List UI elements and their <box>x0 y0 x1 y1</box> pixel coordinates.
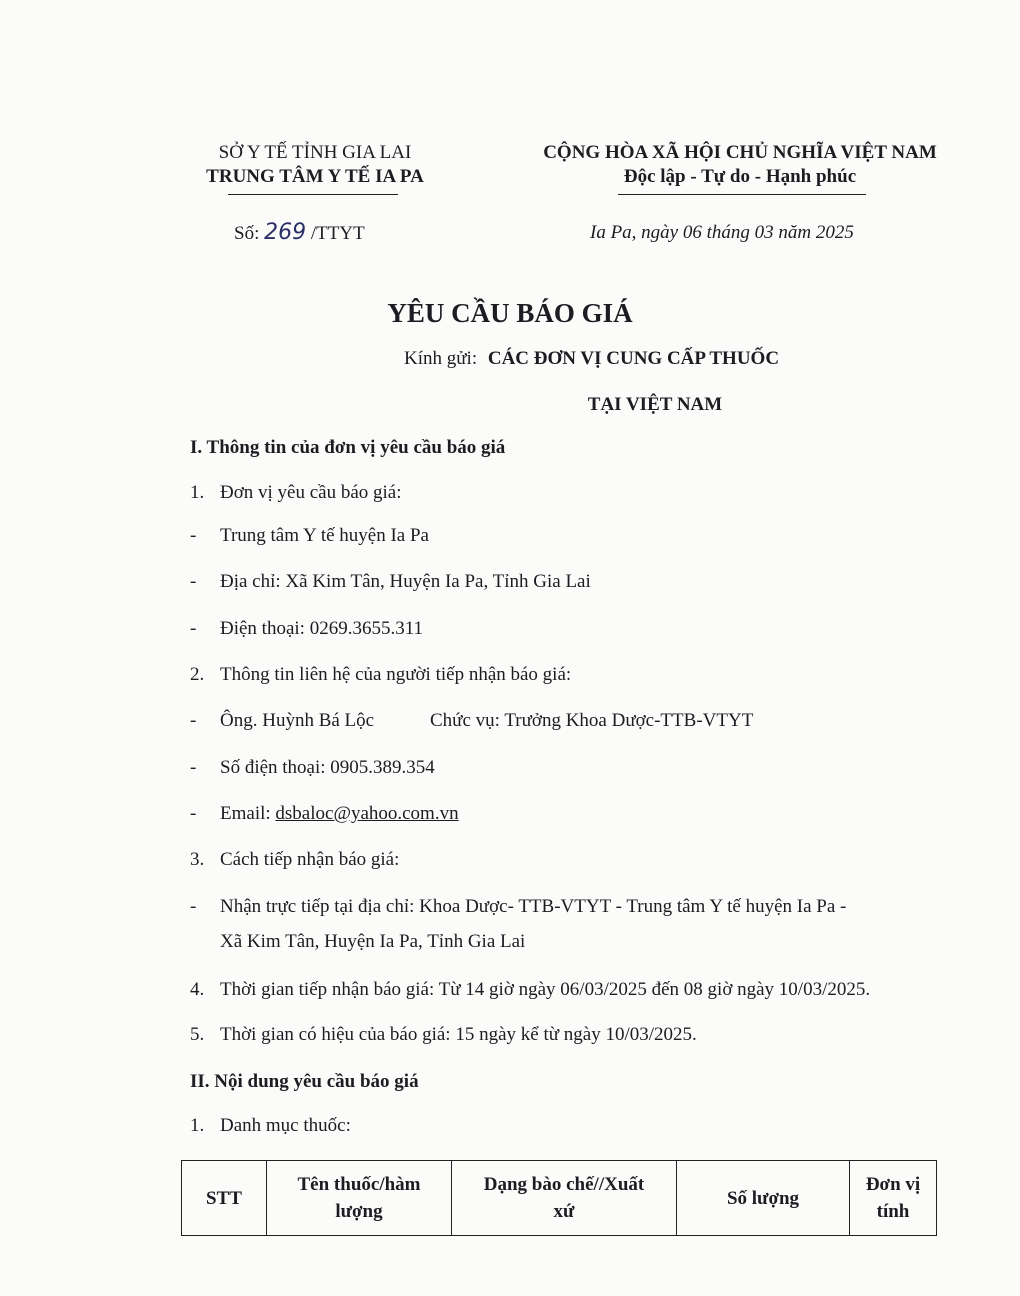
section-1-heading: I. Thông tin của đơn vị yêu cầu báo giá <box>190 437 506 458</box>
drug-list-label: Danh mục thuốc: <box>220 1115 351 1136</box>
header-dosage-form <box>452 1161 677 1236</box>
section-2-heading: II. Nội dung yêu cầu báo giá <box>190 1071 419 1092</box>
document-number <box>234 220 365 245</box>
header-drug-name-l1: Tên thuốc/hàm <box>297 1174 421 1195</box>
national-title: CỘNG HÒA XÃ HỘI CHỦ NGHĨA VIỆT NAM <box>543 142 937 163</box>
doc-number-prefix: Số: <box>234 223 260 244</box>
drug-table <box>181 1160 937 1236</box>
dash: - <box>190 803 197 824</box>
marker-2: 2. <box>190 664 205 685</box>
marker-5: 5. <box>190 1024 205 1045</box>
header-dosage-form-l1: Dạng bào chế//Xuất <box>483 1174 645 1195</box>
national-motto: Độc lập - Tự do - Hạnh phúc <box>623 166 857 187</box>
header-drug-name-l2: lượng <box>335 1201 383 1222</box>
dash: - <box>190 571 197 592</box>
marker-3: 3. <box>190 849 205 870</box>
marker-1: 1. <box>190 1115 205 1136</box>
email-label: Email: <box>220 803 271 824</box>
recipient-name-2: TẠI VIỆT NAM <box>587 394 723 415</box>
unit-address: Địa chỉ: Xã Kim Tân, Huyện Ia Pa, Tỉnh Gia Lai <box>220 571 591 592</box>
table-header-row <box>182 1161 937 1236</box>
header-stt: STT <box>182 1161 267 1236</box>
recipient-label: Kính gửi: <box>404 348 478 369</box>
recipient-name-1: CÁC ĐƠN VỊ CUNG CẤP THUỐC <box>487 348 780 369</box>
contact-position: Chức vụ: Trưởng Khoa Dược-TTB-VTYT <box>430 710 754 731</box>
header-quantity: Số lượng <box>677 1161 850 1236</box>
receive-address-1: Nhận trực tiếp tại địa chỉ: Khoa Dược- TTB-VTYT - Trung tâm Y tế huyện Ia Pa - <box>220 896 847 917</box>
requesting-unit-label: Đơn vị yêu cầu báo giá: <box>220 482 402 503</box>
contact-phone: Số điện thoại: 0905.389.354 <box>220 757 435 778</box>
dash: - <box>190 525 197 546</box>
header-drug-name <box>267 1161 452 1236</box>
receive-address-2: Xã Kim Tân, Huyện Ia Pa, Tỉnh Gia Lai <box>220 931 526 952</box>
receive-time: Thời gian tiếp nhận báo giá: Từ 14 giờ ngày 06/03/2025 đến 08 giờ ngày 10/03/2025. <box>220 979 871 1000</box>
marker-4: 4. <box>190 979 205 1000</box>
unit-name: Trung tâm Y tế huyện Ia Pa <box>220 525 429 546</box>
marker-1: 1. <box>190 482 205 503</box>
doc-number-handwritten: 269 <box>264 220 307 245</box>
dash: - <box>190 757 197 778</box>
dash: - <box>190 710 197 731</box>
receive-method-label: Cách tiếp nhận báo giá: <box>220 849 400 870</box>
document-title: YÊU CẦU BÁO GIÁ <box>387 298 633 328</box>
dash: - <box>190 618 197 639</box>
header-unit: Đơn vị tính <box>850 1161 937 1236</box>
header-right-rule <box>618 194 866 195</box>
quote-validity: Thời gian có hiệu của báo giá: 15 ngày kể từ ngày 10/03/2025. <box>220 1024 697 1045</box>
unit-name-header: TRUNG TÂM Y TẾ IA PA <box>206 166 424 187</box>
contact-name: Ông. Huỳnh Bá Lộc <box>220 710 375 731</box>
header-dosage-form-l2: xứ <box>553 1201 575 1222</box>
header-left-rule <box>228 194 398 195</box>
place-date: Ia Pa, ngày 06 tháng 03 năm 2025 <box>590 222 854 243</box>
contact-info-label: Thông tin liên hệ của người tiếp nhận báo giá: <box>220 664 572 685</box>
agency-name: SỞ Y TẾ TỈNH GIA LAI <box>218 142 412 163</box>
unit-phone: Điện thoại: 0269.3655.311 <box>220 618 423 639</box>
contact-email <box>220 803 459 825</box>
dash: - <box>190 896 197 917</box>
recipient-line <box>404 348 779 370</box>
doc-number-suffix: /TTYT <box>310 223 365 244</box>
email-link[interactable]: dsbaloc@yahoo.com.vn <box>275 803 459 824</box>
